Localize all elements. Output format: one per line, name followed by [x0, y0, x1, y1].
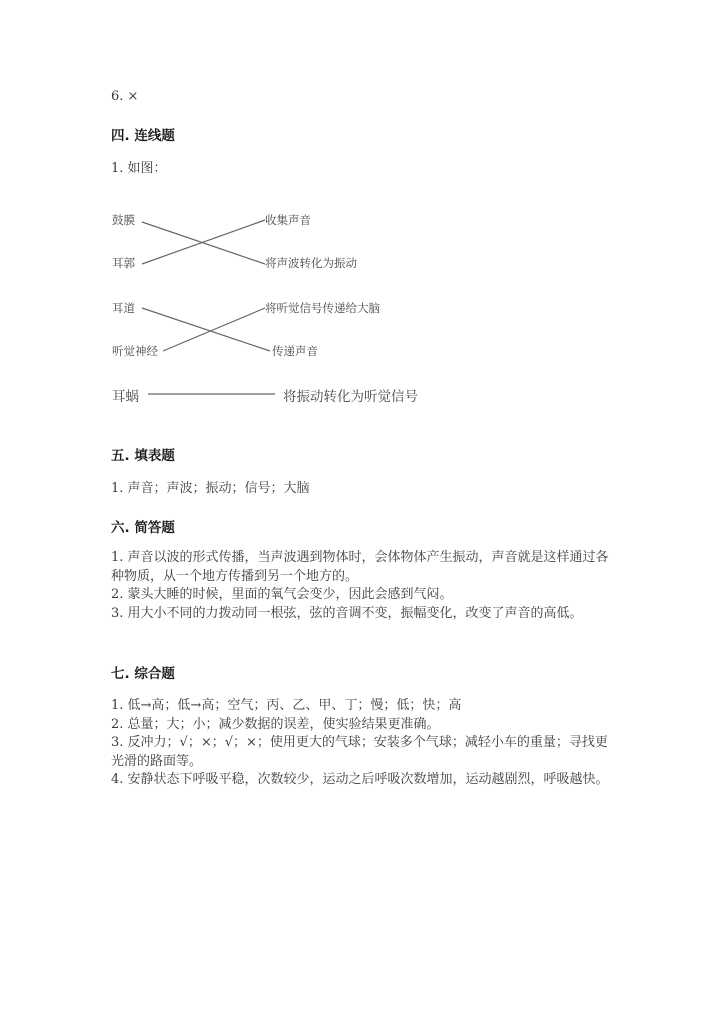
section-7-item-2: 2. 总量；大；小；减少数据的误差，使实验结果更准确。 — [111, 716, 440, 732]
section-5-item-1: 1. 声音；声波；振动；信号；大脑 — [111, 481, 310, 496]
section-6-answers — [111, 549, 609, 623]
section-5-title: 五. 填表题 — [111, 448, 175, 464]
section-7-answers — [111, 697, 609, 790]
right-label-vibration-to-signal: 将振动转化为听觉信号 — [283, 389, 418, 405]
left-label-ear-canal: 耳道 — [112, 301, 135, 315]
section-6-item-2: 2. 蒙头大睡的时候，里面的氧气会变少，因此会感到气闷。 — [111, 587, 453, 602]
section-7-item-4: 4. 安静状态下呼吸平稳，次数较少，运动之后呼吸次数增加，运动越剧烈，呼吸越快。 — [111, 772, 609, 787]
section-4-item-1: 1. 如图： — [111, 161, 167, 176]
right-label-signal-to-brain: 将听觉信号传递给大脑 — [265, 301, 380, 315]
right-label-wave-to-vibration: 将声波转化为振动 — [265, 256, 357, 270]
left-label-eardrum: 鼓膜 — [112, 213, 135, 227]
right-label-collect-sound: 收集声音 — [265, 213, 311, 227]
section-7-title: 七. 综合题 — [111, 666, 175, 682]
section-4-title: 四. 连线题 — [111, 128, 175, 144]
matching-lines — [0, 0, 720, 420]
answer-6: 6. × — [111, 89, 139, 104]
right-label-transmit-sound: 传递声音 — [272, 344, 318, 358]
section-7-item-3: 3. 反冲力；√；×；√；×；使用更大的气球；安装多个气球；减轻小车的重量；寻找更光滑的路面等。 — [111, 735, 608, 769]
left-label-auditory-nerve: 听觉神经 — [112, 344, 158, 358]
section-6-item-1: 1. 声音以波的形式传播，当声波遇到物体时，会体物体产生振动，声音就是这样通过各种物质，从一个地方传播到另一个地方的。 — [111, 550, 609, 584]
left-label-cochlea: 耳蜗 — [112, 389, 139, 405]
section-7-item-1: 1. 低→高；低→高；空气；丙、乙、甲、丁；慢；低；快；高 — [111, 698, 462, 713]
section-6-item-3: 3. 用大小不同的力拨动同一根弦，弦的音调不变，振幅变化，改变了声音的高低。 — [111, 605, 583, 621]
section-6-title: 六. 简答题 — [111, 520, 175, 536]
left-label-auricle: 耳郭 — [112, 256, 135, 270]
